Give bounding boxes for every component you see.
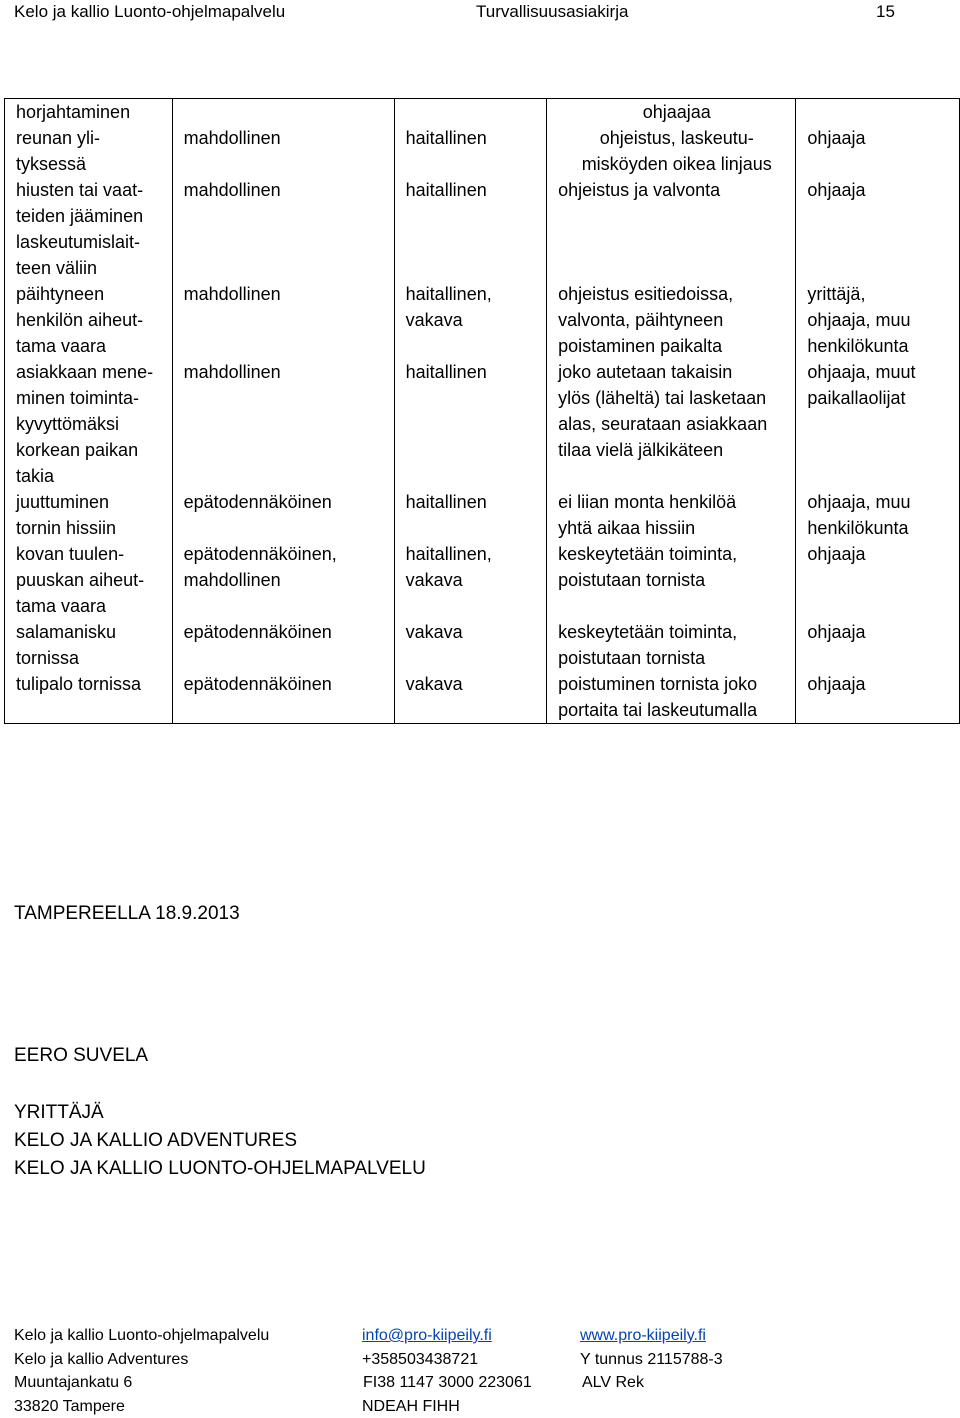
footer-row (14, 1324, 954, 1348)
signature-title: YRITTÄJÄ (14, 1102, 104, 1123)
place-date: TAMPEREELLA 18.9.2013 (14, 903, 240, 924)
footer-row (14, 1348, 954, 1372)
severity-cell: haitallinen (394, 489, 546, 541)
responsible-cell: yrittäjä, ohjaaja, muu henkilökunta (796, 281, 960, 359)
footer-city: 33820 Tampere (14, 1397, 125, 1415)
footer-email-link[interactable]: info@pro-kiipeily.fi (362, 1327, 492, 1344)
table-row (5, 177, 960, 281)
responsible-cell: ohjaaja, muut paikallaolijat (796, 359, 960, 489)
header-page-number: 15 (876, 2, 895, 21)
likelihood-cell: mahdollinen (172, 359, 394, 489)
table-row (5, 489, 960, 541)
footer-iban: FI38 1147 3000 223061 (363, 1374, 532, 1391)
risk-cell: horjahtaminen reunan yli- tyksessä (5, 99, 173, 178)
measures-cell: poistuminen tornista joko portaita tai laskeutumalla (547, 671, 796, 724)
signature-company-1: KELO JA KALLIO ADVENTURES (14, 1130, 297, 1151)
responsible-cell: ohjaaja (796, 99, 960, 178)
table-row (5, 281, 960, 359)
measures-cell: ohjeistus esitiedoissa, valvonta, päihtyneen poistaminen paikalta (547, 281, 796, 359)
footer-row (14, 1395, 954, 1418)
table-row (5, 619, 960, 671)
responsible-cell: ohjaaja (796, 541, 960, 619)
header-doc-title: Turvallisuusasiakirja (476, 2, 629, 21)
likelihood-cell: epätodennäköinen (172, 489, 394, 541)
likelihood-cell: mahdollinen (172, 99, 394, 178)
table-row (5, 99, 960, 178)
page-header (14, 2, 894, 24)
risk-cell: juuttuminen tornin hissiin (5, 489, 173, 541)
header-company: Kelo ja kallio Luonto-ohjelmapalvelu (14, 2, 286, 21)
footer-business-id: Y tunnus 2115788-3 (580, 1350, 723, 1368)
severity-cell: vakava (394, 619, 546, 671)
likelihood-cell: mahdollinen (172, 281, 394, 359)
risk-cell: hiusten tai vaat- teiden jääminen laskeutumislait- teen väliin (5, 177, 173, 281)
responsible-cell: ohjaaja, muu henkilökunta (796, 489, 960, 541)
severity-cell: haitallinen (394, 359, 546, 489)
signature-name: EERO SUVELA (14, 1045, 149, 1066)
footer-company: Kelo ja kallio Luonto-ohjelmapalvelu (14, 1327, 270, 1344)
footer-row (14, 1371, 954, 1395)
likelihood-cell: epätodennäköinen (172, 671, 394, 724)
risk-cell: asiakkaan mene- minen toiminta- kyvyttömäksi korkean paikan takia (5, 359, 173, 489)
severity-cell: haitallinen, vakava (394, 541, 546, 619)
severity-cell: haitallinen (394, 99, 546, 178)
table-row (5, 359, 960, 489)
footer-website-link[interactable]: www.pro-kiipeily.fi (580, 1327, 706, 1344)
severity-cell: haitallinen (394, 177, 546, 281)
measures-cell: ohjaajaa ohjeistus, laskeutu- misköyden oikea linjaus (547, 99, 796, 178)
table-row (5, 671, 960, 724)
responsible-cell: ohjaaja (796, 619, 960, 671)
likelihood-cell: epätodennäköinen, mahdollinen (172, 541, 394, 619)
footer-vat: ALV Rek (582, 1374, 644, 1391)
severity-cell: vakava (394, 671, 546, 724)
responsible-cell: ohjaaja (796, 671, 960, 724)
measures-cell: ei liian monta henkilöä yhtä aikaa hissiin (547, 489, 796, 541)
measures-cell: keskeytetään toiminta, poistutaan tornista (547, 541, 796, 619)
measures-cell: joko autetaan takaisin ylös (läheltä) tai lasketaan alas, seurataan asiakkaan tilaa vielä jälkikäteen (547, 359, 796, 489)
footer-bic: NDEAH FIHH (362, 1397, 460, 1415)
risk-cell: tulipalo tornissa (5, 671, 173, 724)
risk-cell: kovan tuulen- puuskan aiheut- tama vaara (5, 541, 173, 619)
responsible-cell: ohjaaja (796, 177, 960, 281)
signature-company-2: KELO JA KALLIO LUONTO-OHJELMAPALVELU (14, 1158, 426, 1179)
severity-cell: haitallinen, vakava (394, 281, 546, 359)
table-row (5, 541, 960, 619)
risk-cell: päihtyneen henkilön aiheut- tama vaara (5, 281, 173, 359)
risk-table (4, 98, 960, 724)
risk-cell: salamanisku tornissa (5, 619, 173, 671)
page-footer (14, 1324, 954, 1418)
measures-cell: ohjeistus ja valvonta (547, 177, 796, 281)
likelihood-cell: epätodennäköinen (172, 619, 394, 671)
footer-company-2: Kelo ja kallio Adventures (14, 1350, 189, 1368)
measures-cell: keskeytetään toiminta, poistutaan tornista (547, 619, 796, 671)
likelihood-cell: mahdollinen (172, 177, 394, 281)
footer-phone: +358503438721 (362, 1350, 479, 1368)
footer-street: Muuntajankatu 6 (14, 1374, 133, 1391)
